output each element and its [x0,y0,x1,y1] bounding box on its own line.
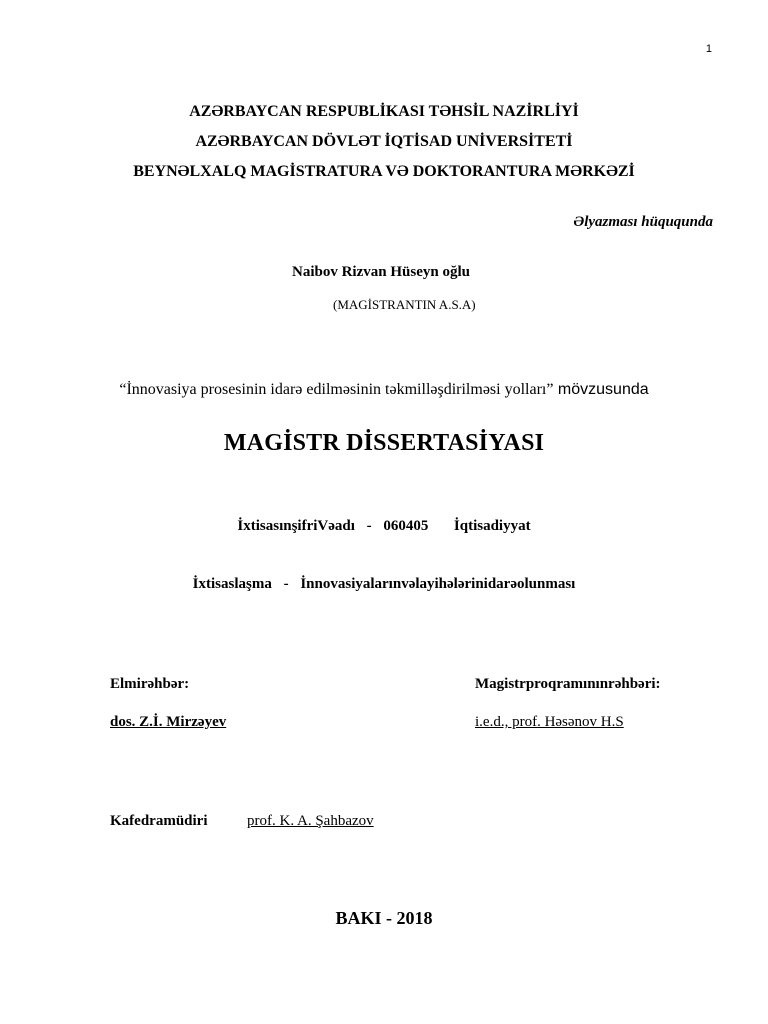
specialization-label: İxtisaslaşma [192,576,272,592]
specialty-label: İxtisasınşifriVəadı [237,518,355,534]
manuscript-rights-note: Əlyazması hüququnda [573,214,713,230]
specialty-name: İqtisadiyyat [453,518,531,534]
ministry-heading: AZƏRBAYCAN RESPUBLİKASI TƏHSİL NAZİRLİYİ [189,103,579,120]
center-heading: BEYNƏLXALQ MAGİSTRATURA VƏ DOKTORANTURA MƏRKƏZİ [133,163,635,180]
author-name: Naibov Rizvan Hüseyn oğlu [292,264,470,280]
specialty-code: 060405 [383,518,429,534]
thesis-title: MAGİSTR DİSSERTASİYASI [223,430,545,456]
specialization-line [0,576,768,593]
specialization-value: İnnovasiyalarınvəlayihələrinidarəolunması [300,576,576,592]
program-head-name: i.e.d., prof. Həsənov H.S [475,714,624,730]
page-number: 1 [705,43,712,55]
specialty-separator: - [366,518,372,534]
supervisor-label: Elmirəhbər: [110,676,190,692]
department-head-name: prof. K. A. Şahbazov [247,813,374,829]
city-year: BAKI - 2018 [335,908,433,928]
specialization-separator: - [283,576,289,592]
supervisor-name: dos. Z.İ. Mirzəyev [110,714,227,730]
topic-title: “İnnovasiya prosesinin idarə edilməsinin təkmilləşdirilməsi yolları” [119,381,554,398]
department-head-label: Kafedramüdiri [110,813,208,829]
topic-suffix: mövzusunda [553,381,649,398]
university-heading: AZƏRBAYCAN DÖVLƏT İQTİSAD UNİVERSİTETİ [195,133,573,150]
topic-line [0,381,768,399]
author-name-note: (MAGİSTRANTIN A.S.A) [333,297,476,312]
program-head-label: Magistrproqramınınrəhbəri: [475,676,661,692]
specialty-line [0,518,768,535]
